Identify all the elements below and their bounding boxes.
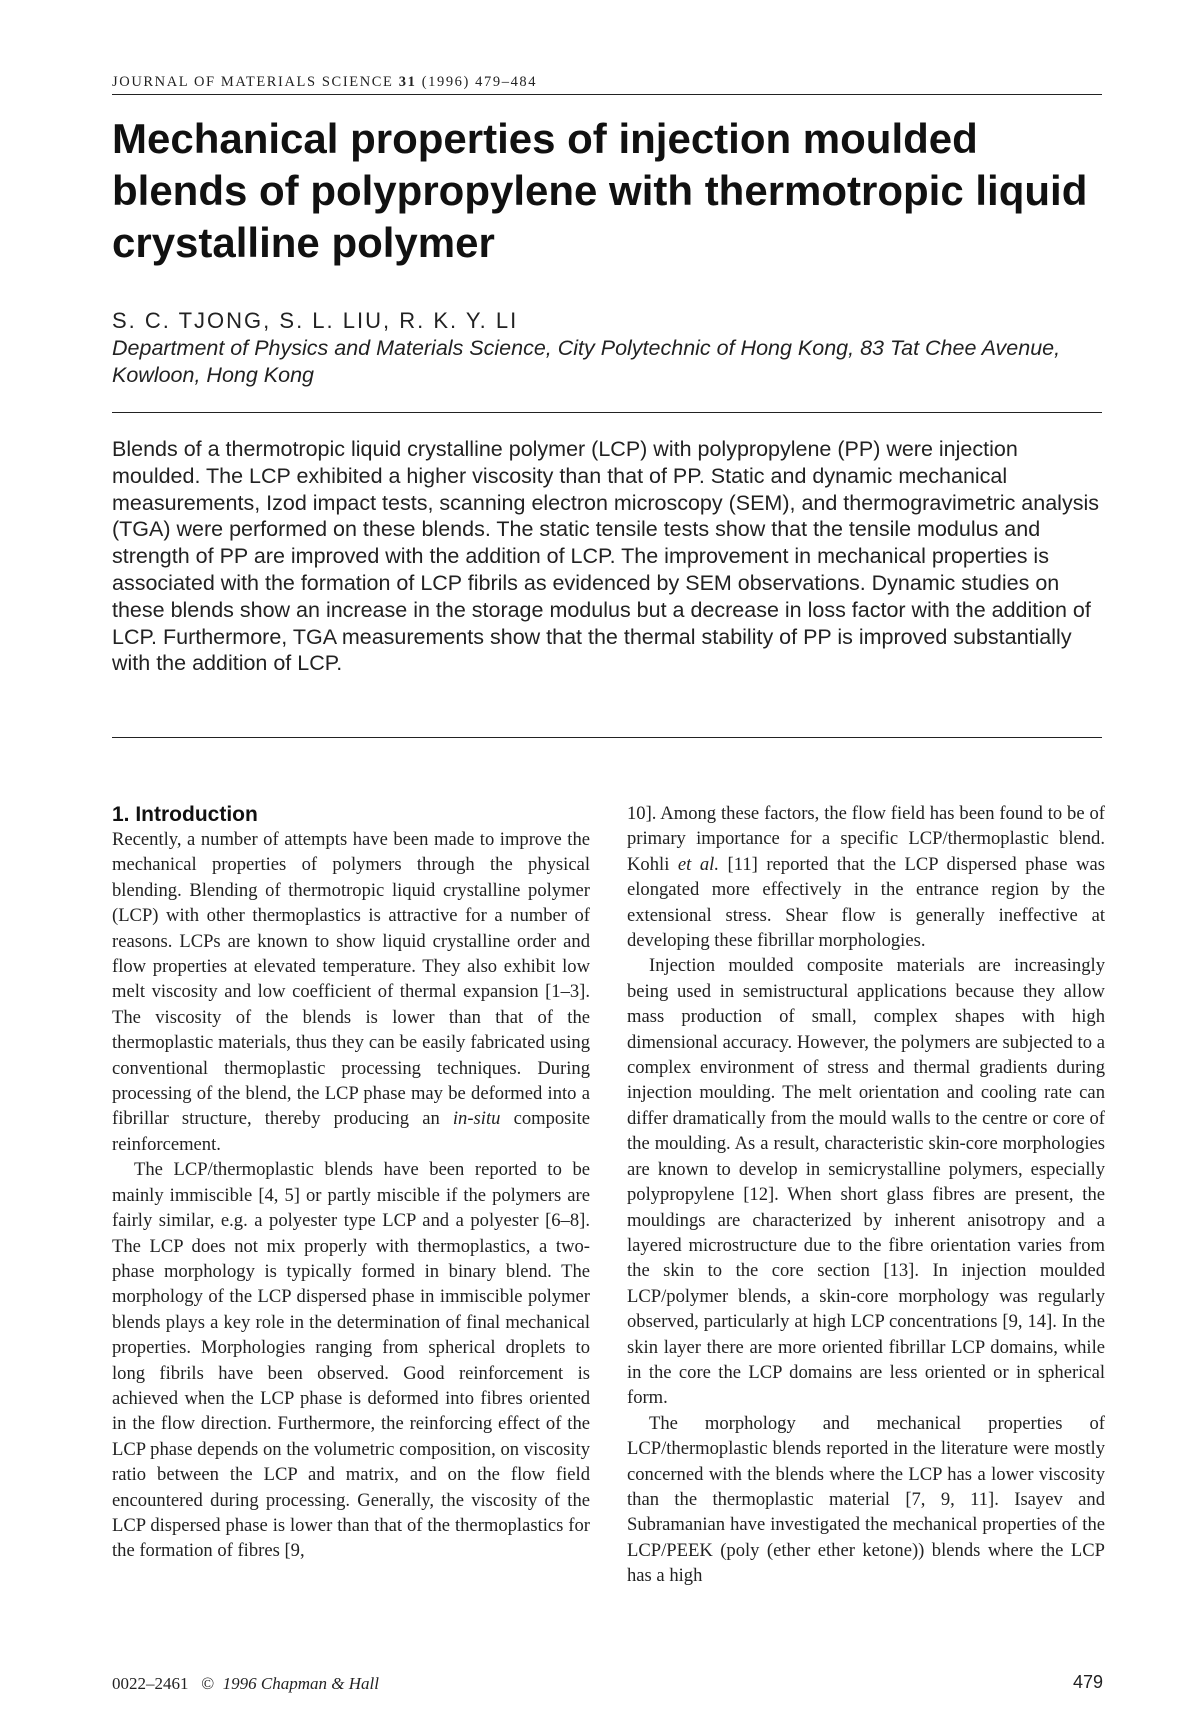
left-column xyxy=(112,802,590,1564)
italic-term: in-situ xyxy=(452,1108,501,1130)
paragraph-text: composite reinforcement. xyxy=(112,1108,590,1155)
paragraph-text: [11] reported that the LCP dispersed phase was elongated more effectively in the entrance region by the extensional stress. Shear flow is generally ineffective at developing these fibrillar morphologies. xyxy=(627,853,1106,952)
issn: 0022–2461 xyxy=(112,1674,189,1693)
abstract: Blends of a thermotropic liquid crystalline polymer (LCP) with polypropylene (PP) were injection moulded. The LCP exhibited a higher viscosity than that of PP. Static and dynamic mechanical measurements, Izod impact tests, scanning electron microscopy (SEM), and thermogravimetric analysis (TGA) were performed on these blends. The static tensile tests show that the tensile modulus and strength of PP are improved with the addition of LCP. The improvement in mechanical properties is associated with the formation of LCP fibrils as evidenced by SEM observations. Dynamic studies on these blends show an increase in the storage modulus but a decrease in loss factor with the addition of LCP. Furthermore, TGA measurements show that the thermal stability of PP is improved substantially with the addition of LCP. xyxy=(112,437,1099,676)
right-column xyxy=(627,801,1105,1589)
abstract-top-rule xyxy=(112,412,1102,413)
section-heading: 1. Introduction xyxy=(112,803,258,826)
author-list: S. C. TJONG, S. L. LIU, R. K. Y. LI xyxy=(112,308,519,333)
journal-volume: 31 xyxy=(398,74,417,90)
footer-copyright xyxy=(112,1674,379,1694)
paragraph: The morphology and mechanical properties of LCP/thermoplastic blends reported in the literature were mostly concerned with the blends where the LCP has a lower viscosity than the thermoplastic material [7, 9, 11]. Isayev and Subramanian have investigated the mechanical properties of the LCP/PEEK (poly (ether ether ketone)) blends where the LCP has a high xyxy=(627,1412,1105,1587)
journal-year-pages: (1996) 479–484 xyxy=(421,74,538,90)
copyright-icon: © xyxy=(201,1674,215,1693)
header-rule xyxy=(112,94,1102,95)
italic-term: et al. xyxy=(677,853,719,875)
publisher: 1996 Chapman & Hall xyxy=(222,1674,379,1693)
running-head xyxy=(112,74,1102,91)
paragraph: The LCP/thermoplastic blends have been reported to be mainly immiscible [4, 5] or partly miscible if the polymers are fairly similar, e.g. a polyester type LCP and a polyester [6–8]. The LCP does not mix properly with thermoplastics, a two-phase morphology is typically formed in binary blend. The morphology of the LCP dispersed phase in immiscible polymer blends plays a key role in the determination of final mechanical properties. Morphologies ranging from spherical droplets to long fibrils have been observed. Good reinforcement is achieved when the LCP phase is deformed into fibres oriented in the flow direction. Furthermore, the reinforcing effect of the LCP phase depends on the volumetric composition, on viscosity ratio between the LCP and matrix, and on the flow field encountered during processing. Generally, the viscosity of the LCP dispersed phase is lower than that of the thermoplastics for the formation of fibres [9, xyxy=(112,1159,590,1562)
article-title: Mechanical properties of injection moulded blends of polypropylene with thermotropic liquid crystalline polymer xyxy=(112,115,1088,266)
abstract-bottom-rule xyxy=(112,737,1102,738)
paragraph-text: 10]. Among these factors, the flow field has been found to be of primary importance for a specific LCP/thermoplastic blend. Kohli xyxy=(627,803,1105,875)
paragraph xyxy=(112,827,590,1157)
paragraph: Injection moulded composite materials are increasingly being used in semistructural applications because they allow mass production of small, complex shapes with high dimensional accuracy. However, the polymers are subjected to a complex environment of stress and thermal gradients during injection moulding. The melt orientation and cooling rate can differ dramatically from the mould walls to the centre or core of the moulding. As a result, characteristic skin-core morphologies are known to develop in semicrystalline polymers, especially polypropylene [12]. When short glass fibres are present, the mouldings are characterized by inherent anisotropy and a layered microstructure due to the fibre orientation varies from the skin to the core section [13]. In injection moulded LCP/polymer blends, a skin-core morphology was regularly observed, particularly at high LCP concentrations [9, 14]. In the skin layer there are more oriented fibrillar LCP domains, while in the core the LCP domains are less oriented or in spherical form. xyxy=(627,955,1105,1409)
paragraph-text: Recently, a number of attempts have been made to improve the mechanical properties of polymers through the physical blending. Blending of thermotropic liquid crystalline polymer (LCP) with other thermoplastics is attractive for a number of reasons. LCPs are known to show liquid crystalline order and flow properties at elevated temperature. They also exhibit low melt viscosity and low coefficient of thermal expansion [1–3]. The viscosity of the blends is lower than that of the thermoplastic materials, thus they can be easily fabricated using conventional thermoplastic processing techniques. During processing of the blend, the LCP phase may be deformed into a fibrillar structure, thereby producing an xyxy=(112,829,590,1130)
author-affiliation: Department of Physics and Materials Science, City Polytechnic of Hong Kong, 83 Tat Chee Avenue, Kowloon, Hong Kong xyxy=(112,336,1061,387)
page-number: 479 xyxy=(1072,1672,1103,1692)
journal-name: JOURNAL OF MATERIALS SCIENCE xyxy=(112,74,394,90)
paragraph xyxy=(627,801,1105,953)
